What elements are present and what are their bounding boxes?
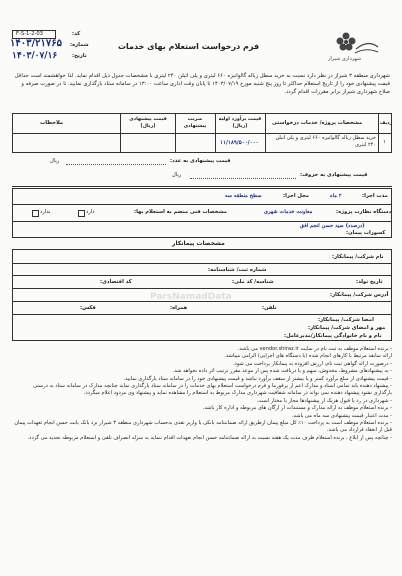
duration-value: ۲ ماه [330, 193, 342, 199]
ceo-name-label: نام و نام خانوادگی پیمانکار/مدیرعامل: [284, 333, 382, 339]
shiraz-municipality-logo-icon [328, 27, 380, 67]
row-description: خرید سطل زباله گالوانیزه ۶۶۰ لیتری و پلی اتیلن ۲۴۰ لیتری [275, 135, 376, 148]
registration-label: شماره ثبت/ شناسنامه: [208, 267, 267, 273]
logo-text: شهرداری شیراز [328, 56, 362, 62]
national-id-label: شناسه/ کد ملی: [232, 279, 274, 285]
notes-list [14, 346, 392, 442]
birthdate-label: تاریخ تولد: [356, 279, 383, 285]
tech-spec-has: دارد [86, 209, 95, 215]
date-value: ۱۴۰۳/۰۷/۱۶ [12, 51, 58, 61]
mobile-label: همراه: [170, 305, 188, 311]
code-label: کد: [72, 31, 81, 37]
th-coefficient: ضریب پیشنهادی [183, 117, 207, 129]
note-item: - مدت اعتبار قیمت پیشنهادی سه ماه می باشد. [291, 412, 392, 419]
supervisor-dept-label: دستگاه نظارت پروژه: [336, 209, 392, 215]
note-item: - به پیشنهادهای مشروط، مخدوش، مبهم و یا دریافت شده پس از موعد مقرر ترتیب اثر داده نخواهد شد. [172, 368, 392, 375]
supervisor-dept-value: معاونت خدمات شهری [264, 209, 313, 215]
row-notes-field[interactable] [14, 136, 118, 150]
contractor-section-title: مشخصات پیمانکار [172, 240, 225, 247]
th-description: مشخصات پروژه/ خدمات درخواستی [272, 120, 363, 126]
contractor-name-label: نام شرکت/ پیمانکار: [332, 254, 384, 260]
note-item: - درصورت ارائه گواهی ثبت نام، ارزش افزوده به پیمانکار پرداخت می شود. [232, 360, 392, 367]
total-number-unit: ریال [50, 158, 60, 164]
note-item: - چنانچه پس از ابلاغ ، برنده استعلام ظرف مدت یک هفته نسبت به ارائه ضمانتنامه حسن انجام تعهدات اقدام ننماید به منزله انصراف تلقی و استعلام مربوطه تجدید می گردد. [27, 434, 392, 441]
inquirer-name: (درصدد) سید حسن انجم افق [300, 223, 365, 229]
note-item: - قیمت پیشنهادی از مبلغ برآورد کمتر و یا بیشتر از سقف برآورد نباشد و قیمت پیشنهادی خود را در سامانه ستاد بارگذاری نمایید. [123, 375, 392, 382]
th-offer: قیمت پیشنهادی (ریال) [129, 117, 167, 129]
contractor-name-field[interactable] [20, 252, 326, 262]
total-words-label: قیمت پیشنهادی به حروف: [300, 172, 368, 178]
location-value: سطح منطقه سه [225, 193, 262, 199]
fax-label: فکس: [80, 305, 96, 311]
row-offer-field[interactable] [122, 136, 174, 150]
signature-label: امضا شرکت/ پیمانکار: [318, 317, 374, 323]
date-label: تاریخ: [72, 53, 87, 59]
location-label: محل اجرا: [283, 193, 309, 199]
number-value: ۱۴۰۳/۲۱۷۶۵ [10, 38, 62, 49]
total-number-field[interactable] [66, 164, 166, 165]
duration-label: مدت اجرا: [362, 193, 388, 199]
row-coefficient-field[interactable] [177, 136, 213, 150]
form-code-value: F-S-1-2-03 [16, 31, 43, 37]
row-number: ۱ [383, 139, 386, 145]
total-number-label: قیمت پیشنهادی به عدد: [170, 158, 231, 164]
th-estimate: قیمت برآورد اولیه (ریال) [218, 117, 262, 129]
note-item: - شهرداری در رد یا قبول هریک از پیشنهادها مجاز یا مختار است. [256, 397, 392, 404]
tech-spec-hasnot-checkbox[interactable] [32, 210, 39, 217]
note-item: - پیشنهاد دهنده باید تمامی اسناد و مدارک اعم از پرفورما و فرم درخواست استعلام بهای خدمات را در سامانه ستاد بارگذاری نماید چنانچه مدارک در سامانه ستاد به درستی بارگذاری نشود پیشنهاد دهنده نمی تواند در سامانه شفافیت شهرداری مدارک مربوط به استعلام را مشاهده نماید و پیشنهاد وی مردود اعلام میگردد. [33, 383, 392, 397]
note-item: ارائه سابقه مرتبط با کارهای انجام شده (با دستگاه های اجرایی) الزامی میباشد. [224, 353, 392, 360]
phone-label: تلفن: [262, 305, 277, 311]
row-estimate: ۱۱/۱۸۹/۵۰۰/۰۰۰ [220, 140, 259, 146]
watermark-text: ParsNamadData [150, 292, 232, 302]
tech-spec-hasnot: ندارد [40, 209, 51, 215]
th-row-number: ردیف [380, 121, 393, 126]
th-notes: ملاحظات [40, 120, 64, 126]
seal-label: مهر و امضای شرکت/ پیمانکار: [308, 325, 386, 331]
note-item: - برنده استعلام موظف است به پرداخت ۱۰٪ کل مبلغ پیمان ازطریق ارائه ضمانتنامه بانکی یا واریز نقدی به‌حساب شهرداری منطقه ۳ شیراز نزد بانک بابت حسن انجام تعهدات پیمان قبل از انعقاد قرارداد می باشد. [14, 420, 392, 434]
intro-paragraph: شهرداری منطقه ۳ شیراز در نظر دارد نسبت به خرید سطل زباله گالوانیزه ۶۶۰ لیتری و پلی اتیلن ۲۴۰ لیتری با مشخصات جدول ذیل اقدام نماید. لذا خواهشمند است حداقل قیمت پیشنهادی خود را از تاریخ استعلام حداکثر تا روز پنج شنبه مورخ ۱۴۰۳/۰۷/۱۹ تا پایان وقت اداری ساعت ۱۳:۰۰ در سامانه ستاد بارگذاری نمایید. تا در صورت صرفه و صلاح شهرداری شیراز برابر مقررات اقدام گردد. [14, 73, 390, 95]
total-words-unit: ریال [172, 172, 182, 178]
note-item: - برنده استعلام موظف به ارائه مدارک و مستندات از ارگان های مربوطه و اداره کار باشد. [202, 405, 392, 412]
economic-code-label: کد اقتصادی: [100, 279, 132, 285]
tech-spec-label: مشخصات فنی منضم به استعلام بها: [134, 209, 227, 215]
form-title: فرم درخواست استعلام بهای خدمات [118, 42, 260, 51]
address-label: آدرس شرکت/ پیمانکار: [330, 292, 389, 298]
number-label: شماره: [70, 42, 89, 48]
total-words-field[interactable] [190, 178, 296, 179]
deductions-label: کسورات پیمان: [346, 230, 386, 236]
note-item: - برنده استعلام موظف به ثبت نام در سایت vendor.shiraz.ir می باشد. [237, 346, 392, 352]
tech-spec-has-checkbox[interactable] [78, 210, 85, 217]
